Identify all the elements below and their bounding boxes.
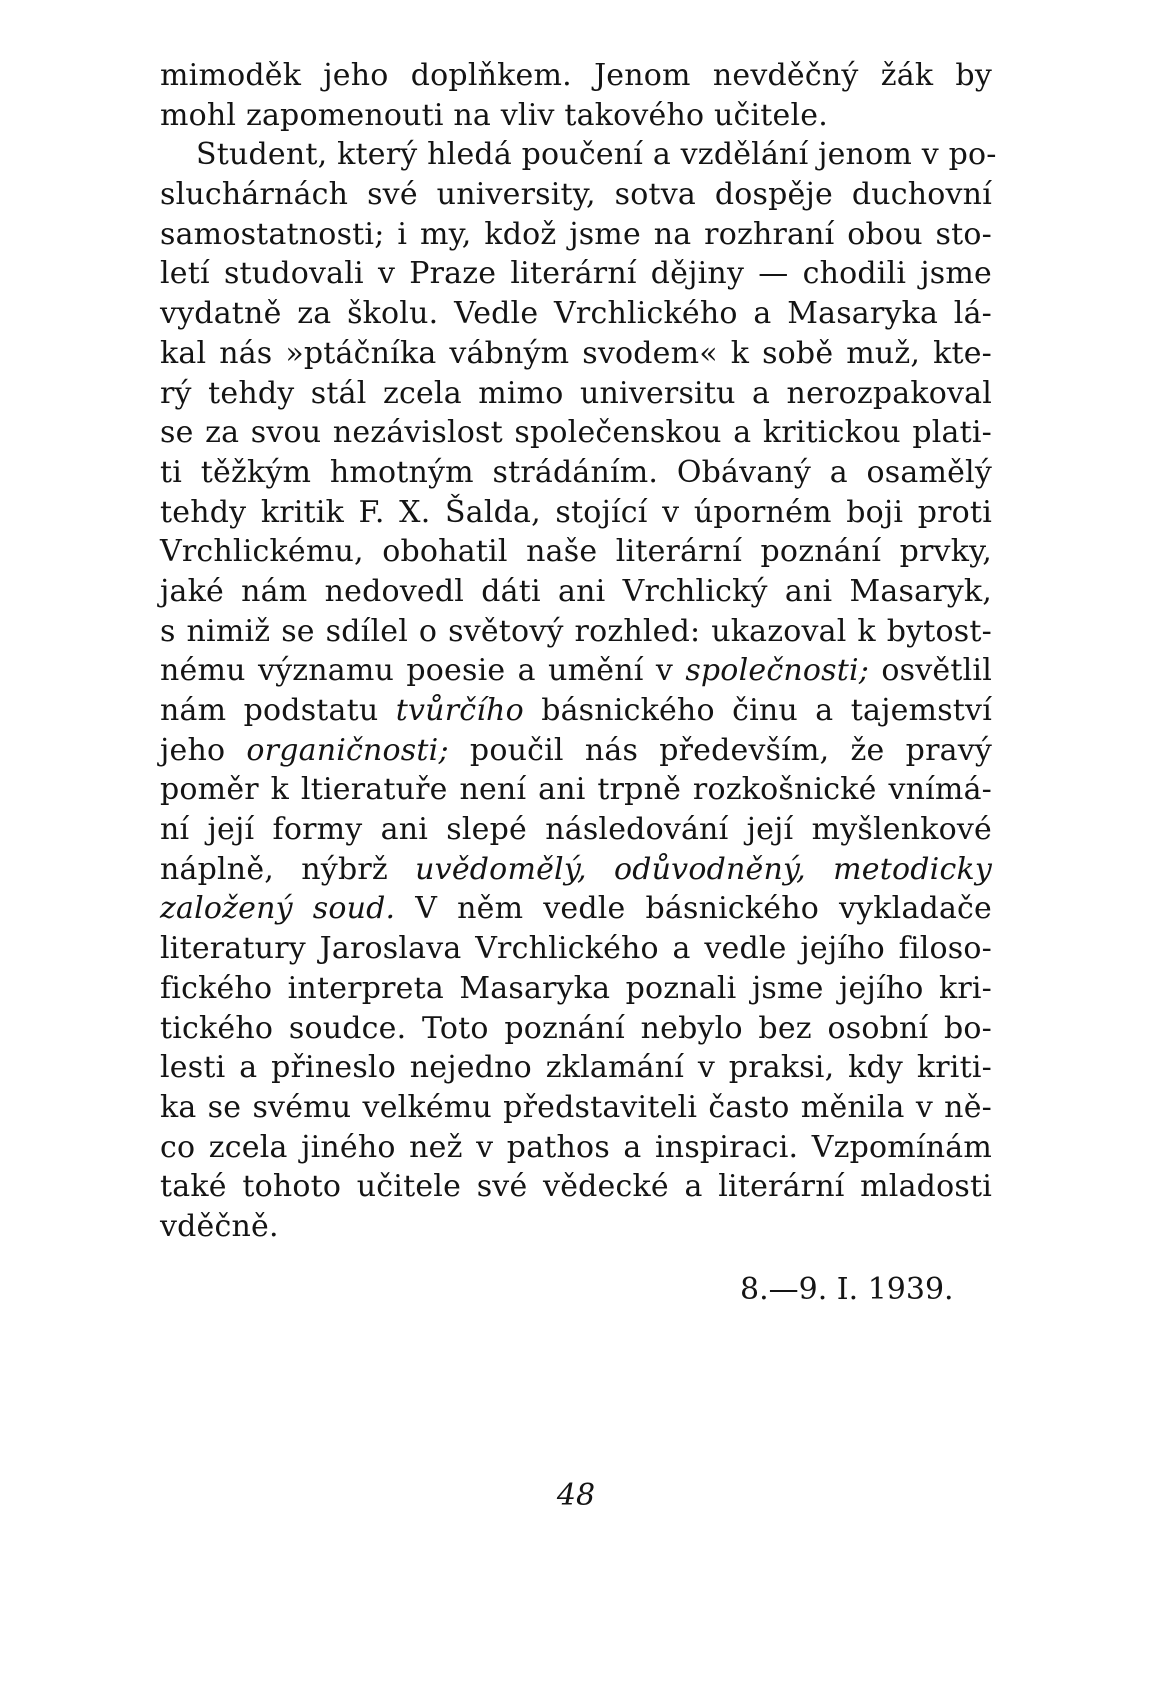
text-line [160, 294, 992, 334]
text-segment: lesti a přineslo nejedno zklamání v praksi, kdy kriti- [160, 1050, 992, 1086]
text-line [160, 96, 992, 136]
italic-text: založený soud. [160, 891, 396, 927]
text-line [160, 612, 992, 652]
text-segment: nám podstatu [160, 693, 396, 728]
text-line [160, 1048, 992, 1088]
text-segment: tehdy kritik F. X. Šalda, stojící v úporném boji proti [160, 494, 992, 530]
text-segment: s nimiž se sdílel o světový rozhled: ukazoval k bytost- [160, 613, 992, 649]
italic-text: společnosti; [685, 653, 870, 689]
text-segment: ka se svému velkému představiteli často měnila v ně- [160, 1089, 992, 1125]
text-line [160, 532, 992, 572]
page-number: 48 [556, 1478, 596, 1513]
text-line [160, 929, 992, 969]
text-segment: vděčně. [160, 1208, 279, 1244]
text-line [160, 850, 992, 890]
text-segment: V něm vedle básnického vykladače [395, 891, 992, 927]
text-segment: Vrchlickému, obohatil naše literární poznání prvky, [160, 534, 992, 570]
text-line [160, 1128, 992, 1168]
text-segment: náplně, nýbrž [160, 851, 416, 887]
text-segment: co zcela jiného než v pathos a inspiraci. Vzpomínám [160, 1129, 992, 1165]
text-line [160, 691, 992, 731]
text-line [160, 453, 992, 493]
text-line [160, 1167, 992, 1207]
text-line [160, 572, 992, 612]
text-segment: mimoděk jeho doplňkem. Jenom nevděčný žák by [160, 58, 992, 93]
text-line [160, 175, 992, 215]
text-line [160, 413, 992, 453]
text-line [160, 651, 992, 691]
text-segment: osvětlil [869, 653, 992, 689]
text-segment: poučil nás především, že pravý [448, 732, 992, 768]
text-segment: literatury Jaroslava Vrchlického a vedle jejího filoso- [160, 931, 992, 967]
text-segment: jaké nám nedovedl dáti ani Vrchlický ani Masaryk, [160, 573, 992, 609]
italic-text: organičnosti; [246, 732, 449, 768]
text-line [160, 969, 992, 1009]
text-segment: ní její formy ani slepé následování její myšlenkové [160, 812, 992, 848]
text-line [160, 889, 992, 929]
text-line [160, 254, 992, 294]
text-segment: sluchárnách své university, sotva dospěje duchovní [160, 177, 992, 213]
italic-text: tvůrčího [395, 693, 524, 728]
text-segment: Student, který hledá poučení a vzdělání jenom v po- [196, 137, 997, 173]
text-segment: letí studovali v Praze literární dějiny — chodili jsme [160, 256, 992, 292]
text-segment: se za svou nezávislost společenskou a kritickou plati- [160, 415, 992, 451]
text-segment: fického interpreta Masaryka poznali jsme jejího kri- [160, 970, 992, 1006]
text-segment: kal nás »ptáčníka vábným svodem« k sobě muž, kte- [160, 335, 992, 371]
body-text [160, 56, 997, 1247]
text-segment: tického soudce. Toto poznání nebylo bez osobní bo- [160, 1010, 992, 1046]
text-segment: také tohoto učitele své vědecké a literární mladosti [160, 1169, 992, 1205]
text-segment: mohl zapomenouti na vliv takového učitele. [160, 97, 828, 133]
text-line [160, 334, 992, 374]
text-line [160, 374, 992, 414]
text-segment: jeho [160, 732, 247, 768]
text-line [160, 731, 992, 771]
italic-text: uvědomělý, odůvodněný, metodicky [415, 851, 992, 887]
text-segment: ti těžkým hmotným strádáním. Obávaný a osamělý [160, 454, 992, 490]
text-segment: poměr k ltieratuře není ani trpně rozkošnické vnímá- [160, 772, 992, 808]
text-line [160, 1207, 992, 1247]
text-line [160, 135, 997, 175]
text-line [160, 1088, 992, 1128]
text-line [160, 56, 992, 96]
text-segment: básnického činu a tajemství [523, 693, 992, 728]
text-line [160, 1009, 992, 1049]
date-line: 8.—9. I. 1939. [740, 1272, 954, 1307]
text-segment: rý tehdy stál zcela mimo universitu a nerozpakoval [160, 375, 992, 411]
text-line [160, 215, 992, 255]
text-line [160, 810, 992, 850]
text-segment: nému významu poesie a umění v [160, 653, 686, 689]
text-line [160, 493, 992, 533]
text-segment: samostatnosti; i my, kdož jsme na rozhraní obou sto- [160, 216, 992, 252]
text-segment: vydatně za školu. Vedle Vrchlického a Masaryka lá- [160, 296, 992, 332]
text-line [160, 770, 992, 810]
